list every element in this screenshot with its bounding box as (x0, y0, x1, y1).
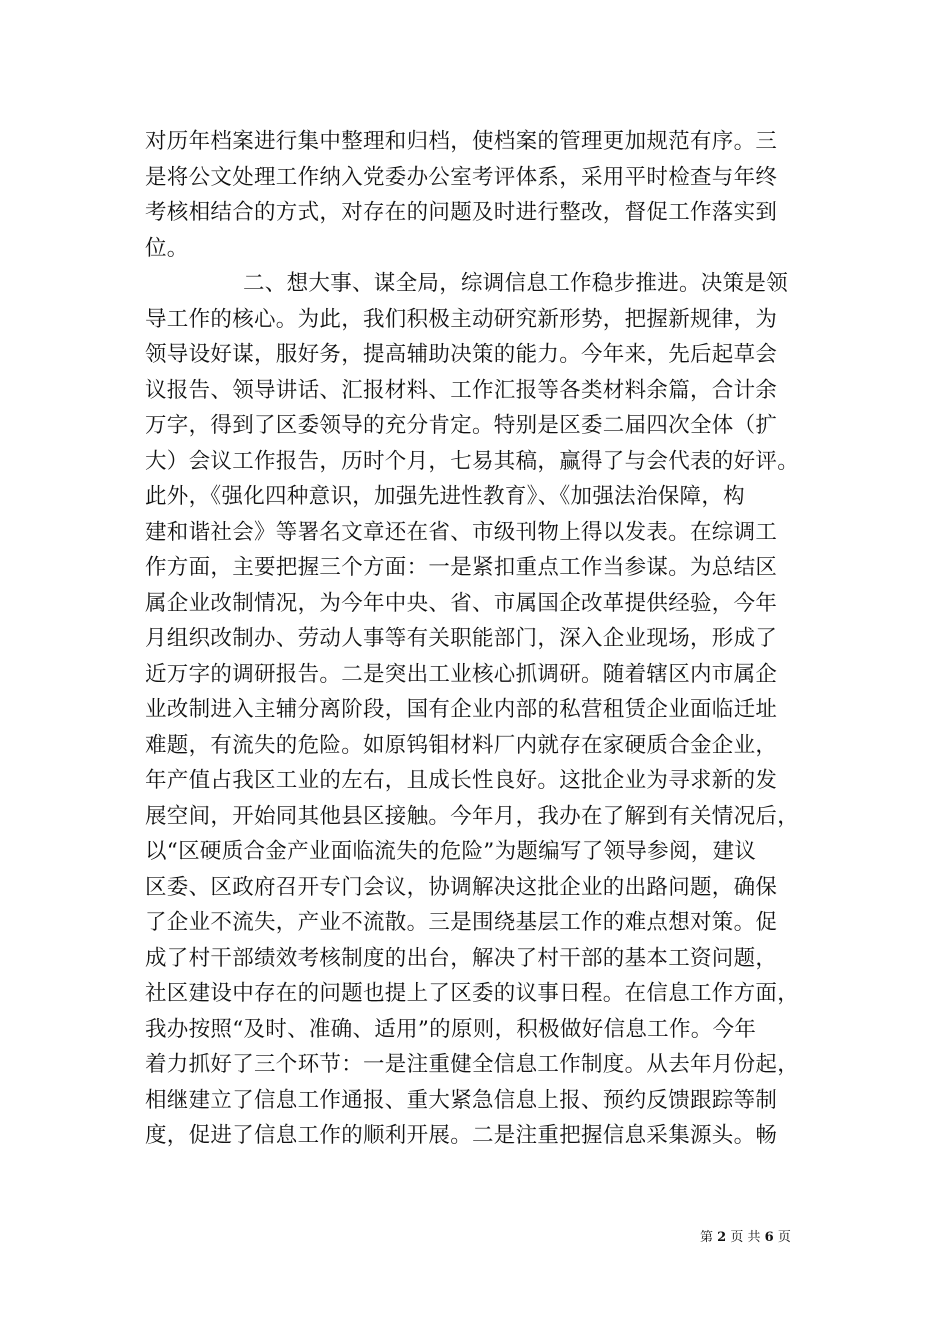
text-line: 月组织改制办、劳动人事等有关职能部门，深入企业现场，形成了 (145, 626, 778, 651)
footer-middle: 页 共 (730, 1230, 761, 1245)
text-line: 了企业不流失，产业不流散。三是围绕基层工作的难点想对策。促 (145, 910, 778, 935)
body-text (145, 124, 807, 1154)
text-line: 年产值占我区工业的左右，且成长性良好。这批企业为寻求新的发 (145, 768, 778, 793)
text-line: 此外，《强化四种意识，加强先进性教育》、《加强法治保障，构 (145, 484, 745, 509)
text-line: 属企业改制情况，为今年中央、省、市属国企改革提供经验，今年 (145, 590, 778, 616)
text-line: 成了村干部绩效考核制度的出台，解决了村干部的基本工资问题， (145, 945, 778, 971)
text-line: 以“区硬质合金产业面临流失的危险”为题编写了领导参阅，建议 (145, 839, 757, 864)
footer-prefix: 第 (700, 1230, 714, 1245)
text-line: 度，促进了信息工作的顺利开展。二是注重把握信息采集源头。畅 (145, 1123, 778, 1148)
text-line: 作方面，主要把握三个方面：一是紧扣重点工作当参谋。为总结区 (145, 555, 778, 580)
page-footer (700, 1230, 810, 1246)
text-line: 区委、区政府召开专门会议，协调解决这批企业的出路问题，确保 (145, 874, 778, 900)
text-line: 位。 (145, 235, 189, 261)
text-line: 导工作的核心。为此，我们积极主动研究新形势，把握新规律，为 (145, 306, 778, 332)
text-line: 建和谐社会》等署名文章还在省、市级刊物上得以发表。在综调工 (145, 519, 778, 545)
footer-suffix: 页 (777, 1230, 791, 1245)
text-line: 是将公文处理工作纳入党委办公室考评体系，采用平时检查与年终 (145, 164, 778, 190)
text-line: 展空间，开始同其他县区接触。今年月，我办在了解到有关情况后， (145, 803, 800, 829)
text-line: 议报告、领导讲话、汇报材料、工作汇报等各类材料余篇，合计余 (145, 377, 778, 403)
text-line: 领导设好谋，服好务，提高辅助决策的能力。今年来，先后起草会 (145, 342, 778, 367)
text-line: 社区建设中存在的问题也提上了区委的议事日程。在信息工作方面， (145, 981, 800, 1006)
total-page-number: 6 (764, 1230, 774, 1245)
text-line: 难题，有流失的危险。如原钨钼材料厂内就存在家硬质合金企业， (145, 732, 778, 758)
text-line: 近万字的调研报告。二是突出工业核心抓调研。随着辖区内市属企 (145, 661, 778, 687)
text-line: 我办按照“及时、准确、适用”的原则，积极做好信息工作。今年 (145, 1016, 757, 1042)
text-line: 业改制进入主辅分离阶段，国有企业内部的私营租赁企业面临迁址 (145, 697, 778, 722)
text-line: 对历年档案进行集中整理和归档，使档案的管理更加规范有序。三 (145, 129, 778, 154)
current-page-number: 2 (717, 1230, 727, 1245)
text-line: 大）会议工作报告，历时个月，七易其稿，赢得了与会代表的好评。 (145, 448, 800, 474)
text-line: 考核相结合的方式，对存在的问题及时进行整改，督促工作落实到 (145, 200, 778, 225)
text-line: 万字，得到了区委领导的充分肯定。特别是区委二届四次全体（扩 (145, 413, 778, 438)
text-line: 相继建立了信息工作通报、重大紧急信息上报、预约反馈跟踪等制 (145, 1087, 778, 1113)
text-line: 着力抓好了三个环节：一是注重健全信息工作制度。从去年月份起， (145, 1052, 800, 1077)
section-heading-line: 二、想大事、谋全局，综调信息工作稳步推进。决策是领 (243, 271, 789, 296)
